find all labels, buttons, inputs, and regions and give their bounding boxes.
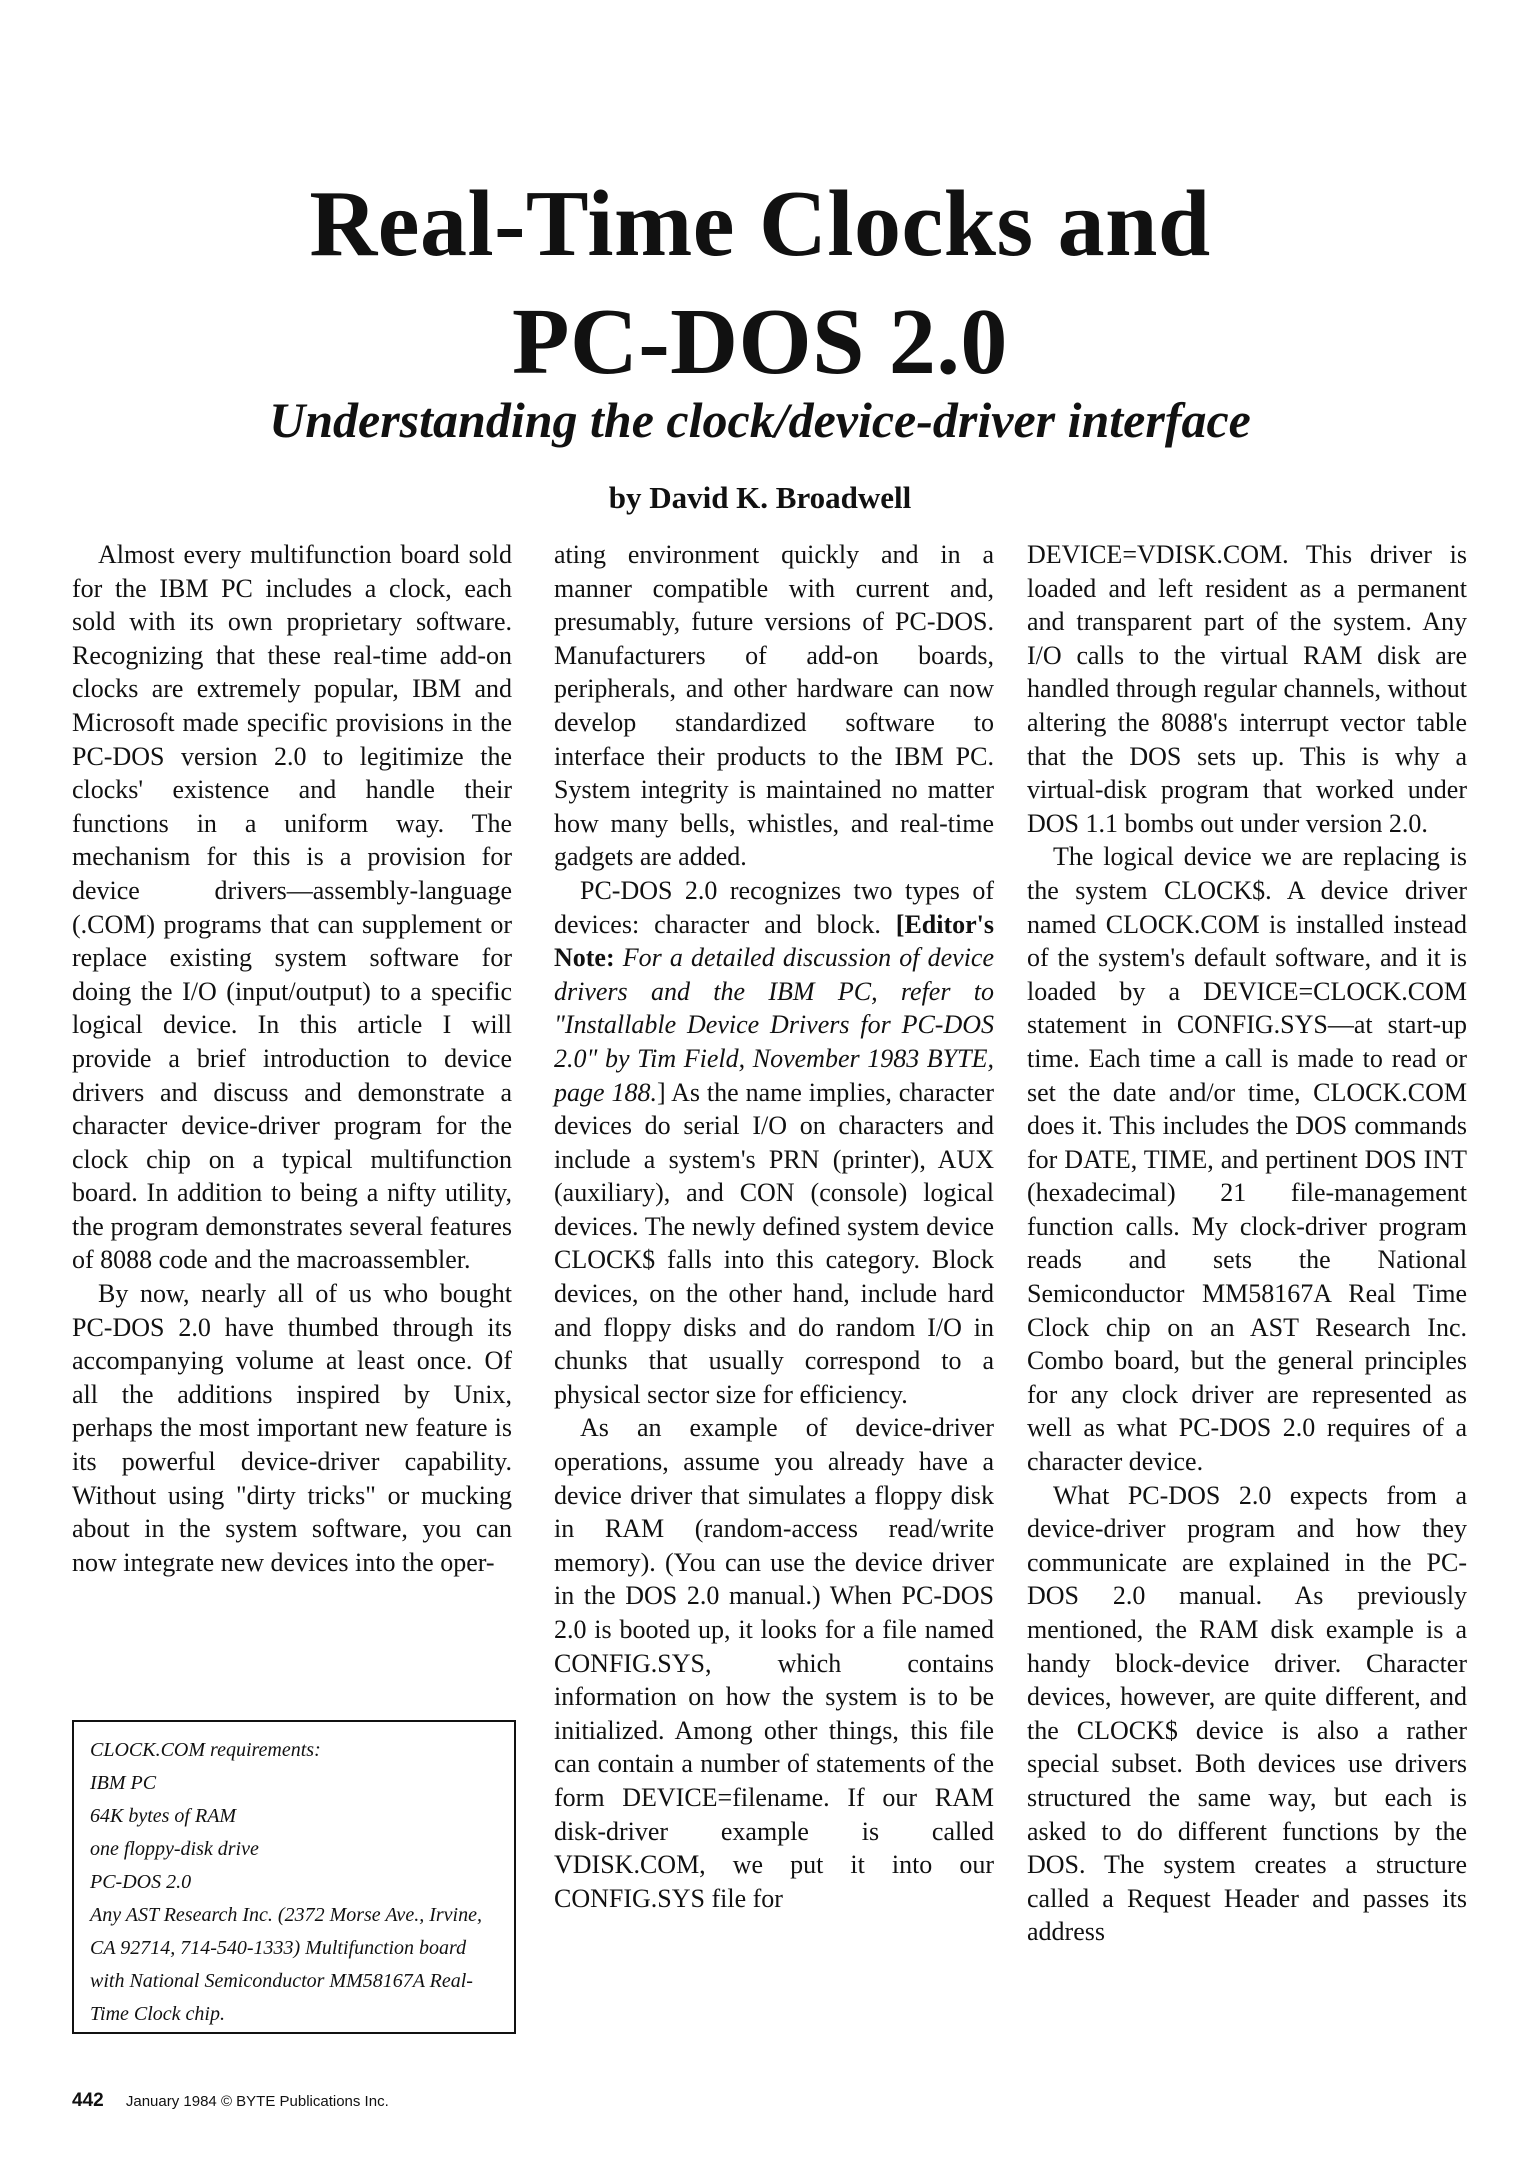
- article-title: [180, 165, 1340, 401]
- paragraph-text: As the name implies, character devices do serial I/O on characters and include a system's PRN (printer), AUX (auxiliary), and CON (console) logical devices. The newly defined system device CLOCK$ falls into this category. Block devices, on the other hand, include hard and floppy disks and do random I/O in chunks that usually correspond to a physical sector size for efficiency.: [554, 1077, 994, 1409]
- footer-imprint: January 1984 © BYTE Publications Inc.: [125, 2093, 389, 2110]
- title-line-1: Real-Time Clocks and: [309, 172, 1211, 276]
- editor-note-close: ]: [656, 1077, 666, 1107]
- column-1: [72, 538, 512, 1579]
- paragraph: The logical device we are replacing is the system CLOCK$. A device driver named CLOCK.COM is installed instead of the system's default software, and it is loaded by a DEVICE=CLOCK.COM statement in CONFIG.SYS—at start-up time. Each time a call is made to read or set the date and/or time, CLOCK.COM does it. This includes the DOS commands for DATE, TIME, and pertinent DOS INT (hexadecimal) 21 file-management function calls. My clock-driver program reads and sets the National Semiconductor MM58167A Real Time Clock chip on an AST Research Inc. Combo board, but the general principles for any clock driver are represented as well as what PC-DOS 2.0 requires of a character device.: [1027, 842, 1467, 1477]
- title-line-2: PC-DOS 2.0: [512, 290, 1008, 394]
- paragraph: By now, nearly all of us who bought PC-DOS 2.0 have thumbed through its accompanying volume at least once. Of all the additions inspired by Unix, perhaps the most important new feature is its powerful device-driver capability. Without using "dirty tricks" or mucking about in the system software, you can now integrate new devices into the oper-: [72, 1279, 512, 1577]
- paragraph: As an example of device-driver operations, assume you already have a device driver that simulates a floppy disk in RAM (random-access read/write memory). (You can use the device driver in the DOS 2.0 manual.) When PC-DOS 2.0 is booted up, it looks for a file named CONFIG.SYS, which contains information on how the system is to be initialized. Among other things, this file can contain a number of statements of the form DEVICE=filename. If our RAM disk-driver example is called VDISK.COM, we put it into our CONFIG.SYS file for: [554, 1413, 994, 1913]
- paragraph-text: PC-DOS 2.0 recognizes two types of devices: character and block.: [554, 875, 994, 939]
- column-3: [1027, 538, 1467, 1949]
- byline: by David K. Broadwell: [608, 480, 912, 515]
- requirement-item: Any AST Research Inc. (2372 Morse Ave., Irvine, CA 92714, 714-540-1333) Multifunction board with National Semiconductor MM58167A Real-Time Clock chip.: [90, 1904, 482, 2025]
- page-number: 442: [72, 2090, 104, 2111]
- editor-note-label: [Editor's Note:: [554, 909, 995, 973]
- column-2: [554, 538, 994, 1915]
- page-footer: [72, 2090, 389, 2112]
- requirement-item: PC-DOS 2.0: [90, 1871, 192, 1893]
- requirements-heading: CLOCK.COM requirements:: [90, 1739, 321, 1761]
- editor-note-text: For a detailed discussion of device drivers and the IBM PC, refer to "Installable Device Drivers for PC-DOS 2.0" by Tim Field, November 1983 BYTE, page 188.: [554, 943, 994, 1107]
- paragraph: What PC-DOS 2.0 expects from a device-driver program and how they communicate are explained in the PC-DOS 2.0 manual. As previously mentioned, the RAM disk example is a handy block-device driver. Character devices, however, are quite different, and the CLOCK$ device is also a rather special subset. Both devices use drivers structured the same way, but each is asked to do different functions by the DOS. The system creates a structure called a Request Header and passes its address: [1027, 1480, 1467, 1947]
- requirement-item: one floppy-disk drive: [90, 1838, 259, 1860]
- paragraph: [554, 874, 994, 1412]
- paragraph: ating environment quickly and in a manner compatible with current and, presumably, future versions of PC-DOS. Manufacturers of add-on boards, peripherals, and other hardware can now develop standardized software to interface their products to the IBM PC. System integrity is maintained no matter how many bells, whistles, and real-time gadgets are added.: [554, 540, 994, 872]
- article-subtitle: Understanding the clock/device-driver interface: [269, 392, 1251, 448]
- requirement-item: 64K bytes of RAM: [90, 1805, 237, 1827]
- requirements-box: [72, 1720, 516, 2034]
- paragraph: DEVICE=VDISK.COM. This driver is loaded and left resident as a permanent and transparent part of the system. Any I/O calls to the virtual RAM disk are handled through regular channels, without altering the 8088's interrupt vector table that the DOS sets up. This is why a virtual-disk program that worked under DOS 1.1 bombs out under version 2.0.: [1027, 540, 1467, 838]
- paragraph: Almost every multifunction board sold for the IBM PC includes a clock, each sold with its own proprietary software. Recognizing that these real-time add-on clocks are extremely popular, IBM and Microsoft made specific provisions in the PC-DOS version 2.0 to legitimize the clocks' existence and handle their functions in a uniform way. The mechanism for this is a provision for device drivers—assembly-language (.COM) programs that can supplement or replace existing system software for doing the I/O (input/output) to a specific logical device. In this article I will provide a brief introduction to device drivers and discuss and demonstrate a character device-driver program for the clock chip on a typical multifunction board. In addition to being a nifty utility, the program demonstrates several features of 8088 code and the macroassembler.: [72, 540, 512, 1275]
- requirement-item: IBM PC: [90, 1772, 157, 1794]
